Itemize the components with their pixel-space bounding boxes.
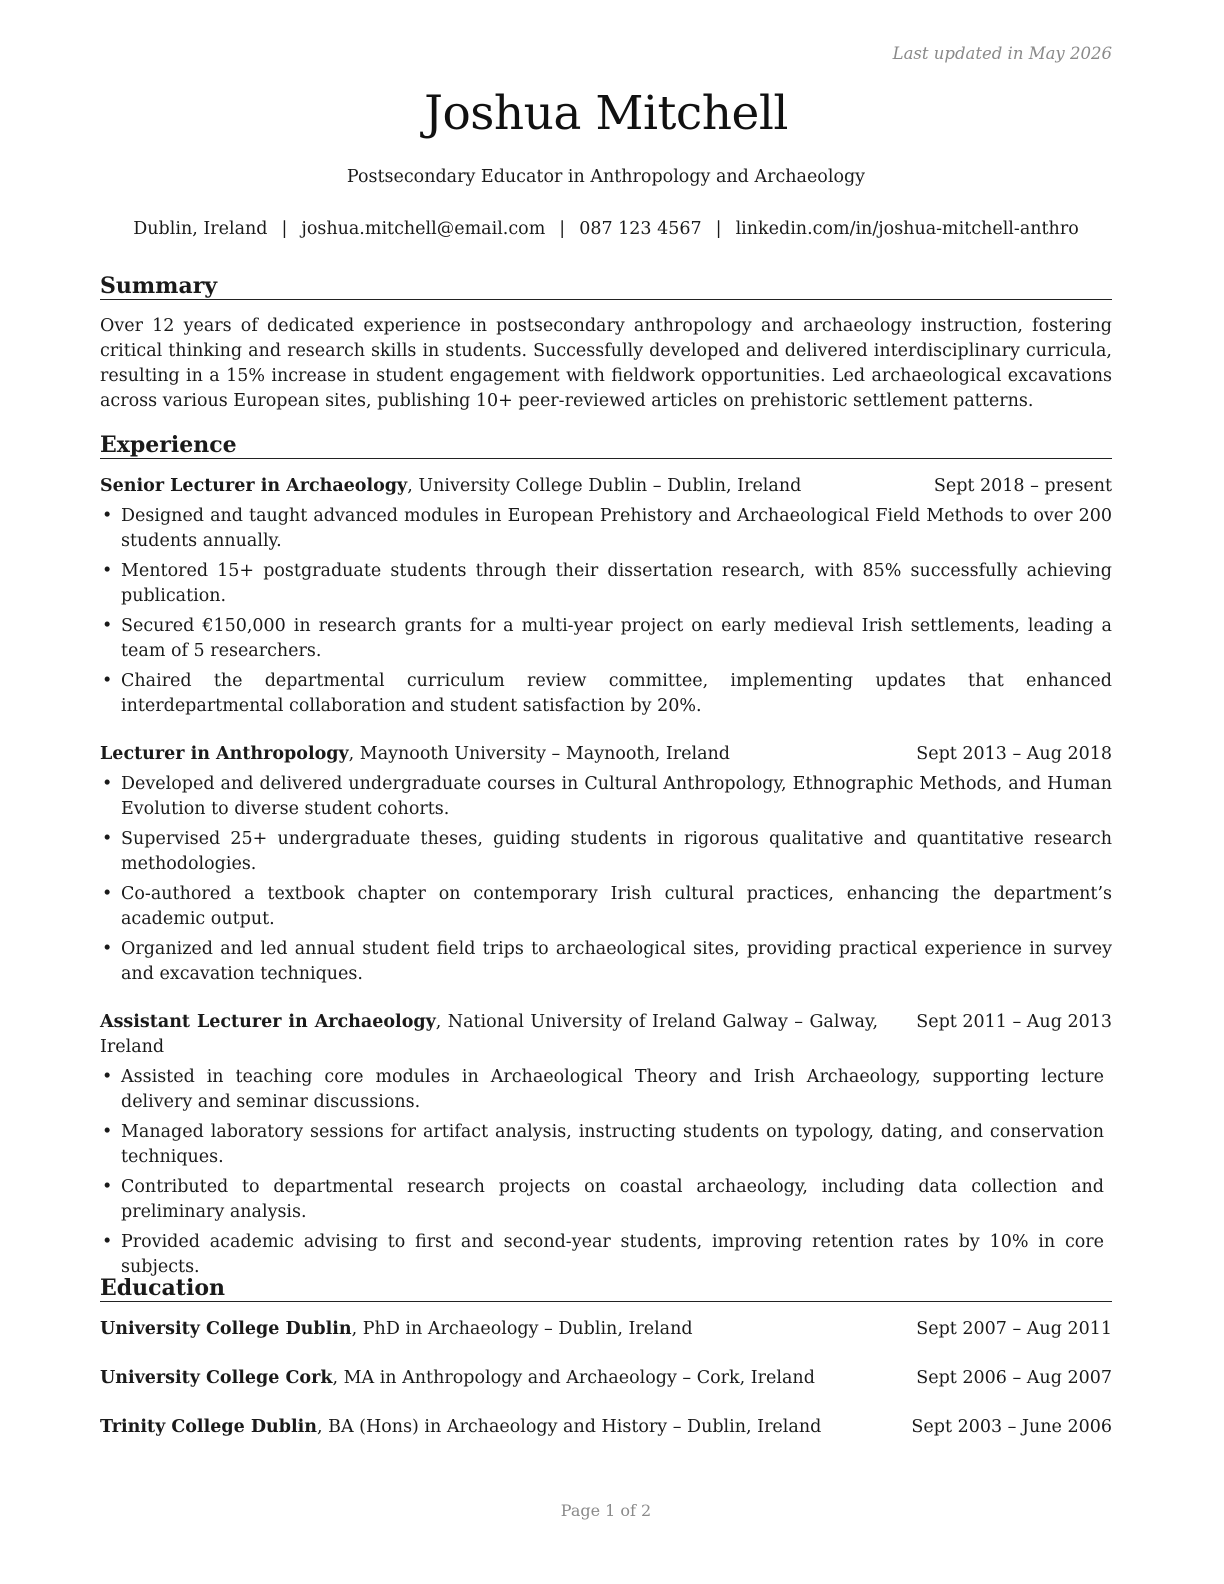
candidate-name: Joshua Mitchell bbox=[424, 86, 788, 141]
education-degree: , MA in Anthropology and Archaeology – Cork, Ireland bbox=[332, 1368, 815, 1388]
contact-phone[interactable]: 087 123 4567 bbox=[579, 219, 702, 239]
job-bullet: • Managed laboratory sessions for artifact analysis, instructing students on typology, dating, and conservation techniques. bbox=[100, 1120, 1104, 1170]
education-entry bbox=[100, 1415, 1112, 1440]
contact-separator: | bbox=[281, 219, 288, 239]
education-degree: , BA (Hons) in Archaeology and History – Dublin, Ireland bbox=[316, 1417, 822, 1437]
job-header bbox=[100, 474, 1112, 499]
contact-location: Dublin, Ireland bbox=[133, 219, 268, 239]
education-dates: Sept 2007 – Aug 2011 bbox=[916, 1319, 1112, 1339]
job-dates: Sept 2013 – Aug 2018 bbox=[916, 744, 1112, 764]
job-org: , National University of Ireland Galway – Galway, Ireland bbox=[100, 1012, 879, 1057]
education-dates: Sept 2006 – Aug 2007 bbox=[916, 1368, 1112, 1388]
job-bullet: • Chaired the departmental curriculum review committee, implementing updates that enhanced interdepartmental collaboration and student satisfaction by 20%. bbox=[100, 669, 1112, 719]
resume-page bbox=[100, 0, 1112, 1584]
job-bullet: • Mentored 15+ postgraduate students through their dissertation research, with 85% successfully achieving publication. bbox=[100, 559, 1112, 609]
contact-email[interactable]: joshua.mitchell@email.com bbox=[301, 219, 546, 239]
job-bullet: • Supervised 25+ undergraduate theses, guiding students in rigorous qualitative and quantitative research methodologies. bbox=[100, 827, 1112, 877]
job-title: Senior Lecturer in Archaeology bbox=[100, 476, 408, 496]
job-bullet: • Designed and taught advanced modules in European Prehistory and Archaeological Field Methods to over 200 students annually. bbox=[100, 504, 1112, 554]
page-number: Page 1 of 2 bbox=[560, 1501, 652, 1520]
contact-separator: | bbox=[715, 219, 722, 239]
job-bullet: • Developed and delivered undergraduate courses in Cultural Anthropology, Ethnographic Methods, and Human Evolution to diverse student cohorts. bbox=[100, 772, 1112, 822]
education-degree: , PhD in Archaeology – Dublin, Ireland bbox=[351, 1319, 693, 1339]
summary-section-title: Summary bbox=[100, 273, 1112, 300]
job-bullet: • Organized and led annual student field trips to archaeological sites, providing practical experience in survey and excavation techniques. bbox=[100, 937, 1112, 987]
education-dates: Sept 2003 – June 2006 bbox=[911, 1417, 1112, 1437]
education-entry bbox=[100, 1366, 1112, 1391]
contact-separator: | bbox=[559, 219, 566, 239]
education-school: University College Cork bbox=[100, 1368, 333, 1388]
summary-text: Over 12 years of dedicated experience in postsecondary anthropology and archaeology instruction, fostering critical thinking and research skills in students. Successfully developed and delivered interdisciplinary curricula, resulting in a 15% increase in student engagement with fieldwork opportunities. Led archaeological excavations across various European sites, publishing 10+ peer-reviewed articles on prehistoric settlement patterns. bbox=[100, 316, 1112, 411]
job-title: Lecturer in Anthropology bbox=[100, 744, 349, 764]
job-bullets bbox=[100, 504, 1112, 724]
candidate-headline: Postsecondary Educator in Anthropology and Archaeology bbox=[346, 167, 866, 187]
education-school: University College Dublin bbox=[100, 1319, 352, 1339]
job-bullet: • Provided academic advising to first and second-year students, improving retention rates by 10% in core subjects. bbox=[100, 1230, 1104, 1280]
job-org: , Maynooth University – Maynooth, Ireland bbox=[348, 744, 730, 764]
job-bullet: • Secured €150,000 in research grants for a multi-year project on early medieval Irish settlements, leading a team of 5 researchers. bbox=[100, 614, 1112, 664]
job-bullets bbox=[100, 772, 1112, 992]
education-entry bbox=[100, 1317, 1112, 1342]
job-org: , University College Dublin – Dublin, Ireland bbox=[407, 476, 802, 496]
job-bullet: • Assisted in teaching core modules in Archaeological Theory and Irish Archaeology, supporting lecture delivery and seminar discussions. bbox=[100, 1065, 1104, 1115]
experience-section-title: Experience bbox=[100, 432, 1112, 459]
contact-line bbox=[100, 219, 1112, 239]
job-header bbox=[100, 1010, 1112, 1060]
contact-linkedin[interactable]: linkedin.com/in/joshua-mitchell-anthro bbox=[735, 219, 1079, 239]
job-title: Assistant Lecturer in Archaeology bbox=[100, 1012, 436, 1032]
job-bullet: • Contributed to departmental research projects on coastal archaeology, including data collection and preliminary analysis. bbox=[100, 1175, 1104, 1225]
job-bullets bbox=[100, 1065, 1104, 1285]
last-updated-note: Last updated in May 2026 bbox=[892, 44, 1112, 63]
job-bullet: • Co-authored a textbook chapter on contemporary Irish cultural practices, enhancing the department’s academic output. bbox=[100, 882, 1112, 932]
job-dates: Sept 2018 – present bbox=[933, 476, 1112, 496]
job-header bbox=[100, 742, 1112, 767]
job-dates: Sept 2011 – Aug 2013 bbox=[916, 1012, 1112, 1032]
education-school: Trinity College Dublin bbox=[100, 1417, 317, 1437]
education-section-title: Education bbox=[100, 1275, 1112, 1302]
